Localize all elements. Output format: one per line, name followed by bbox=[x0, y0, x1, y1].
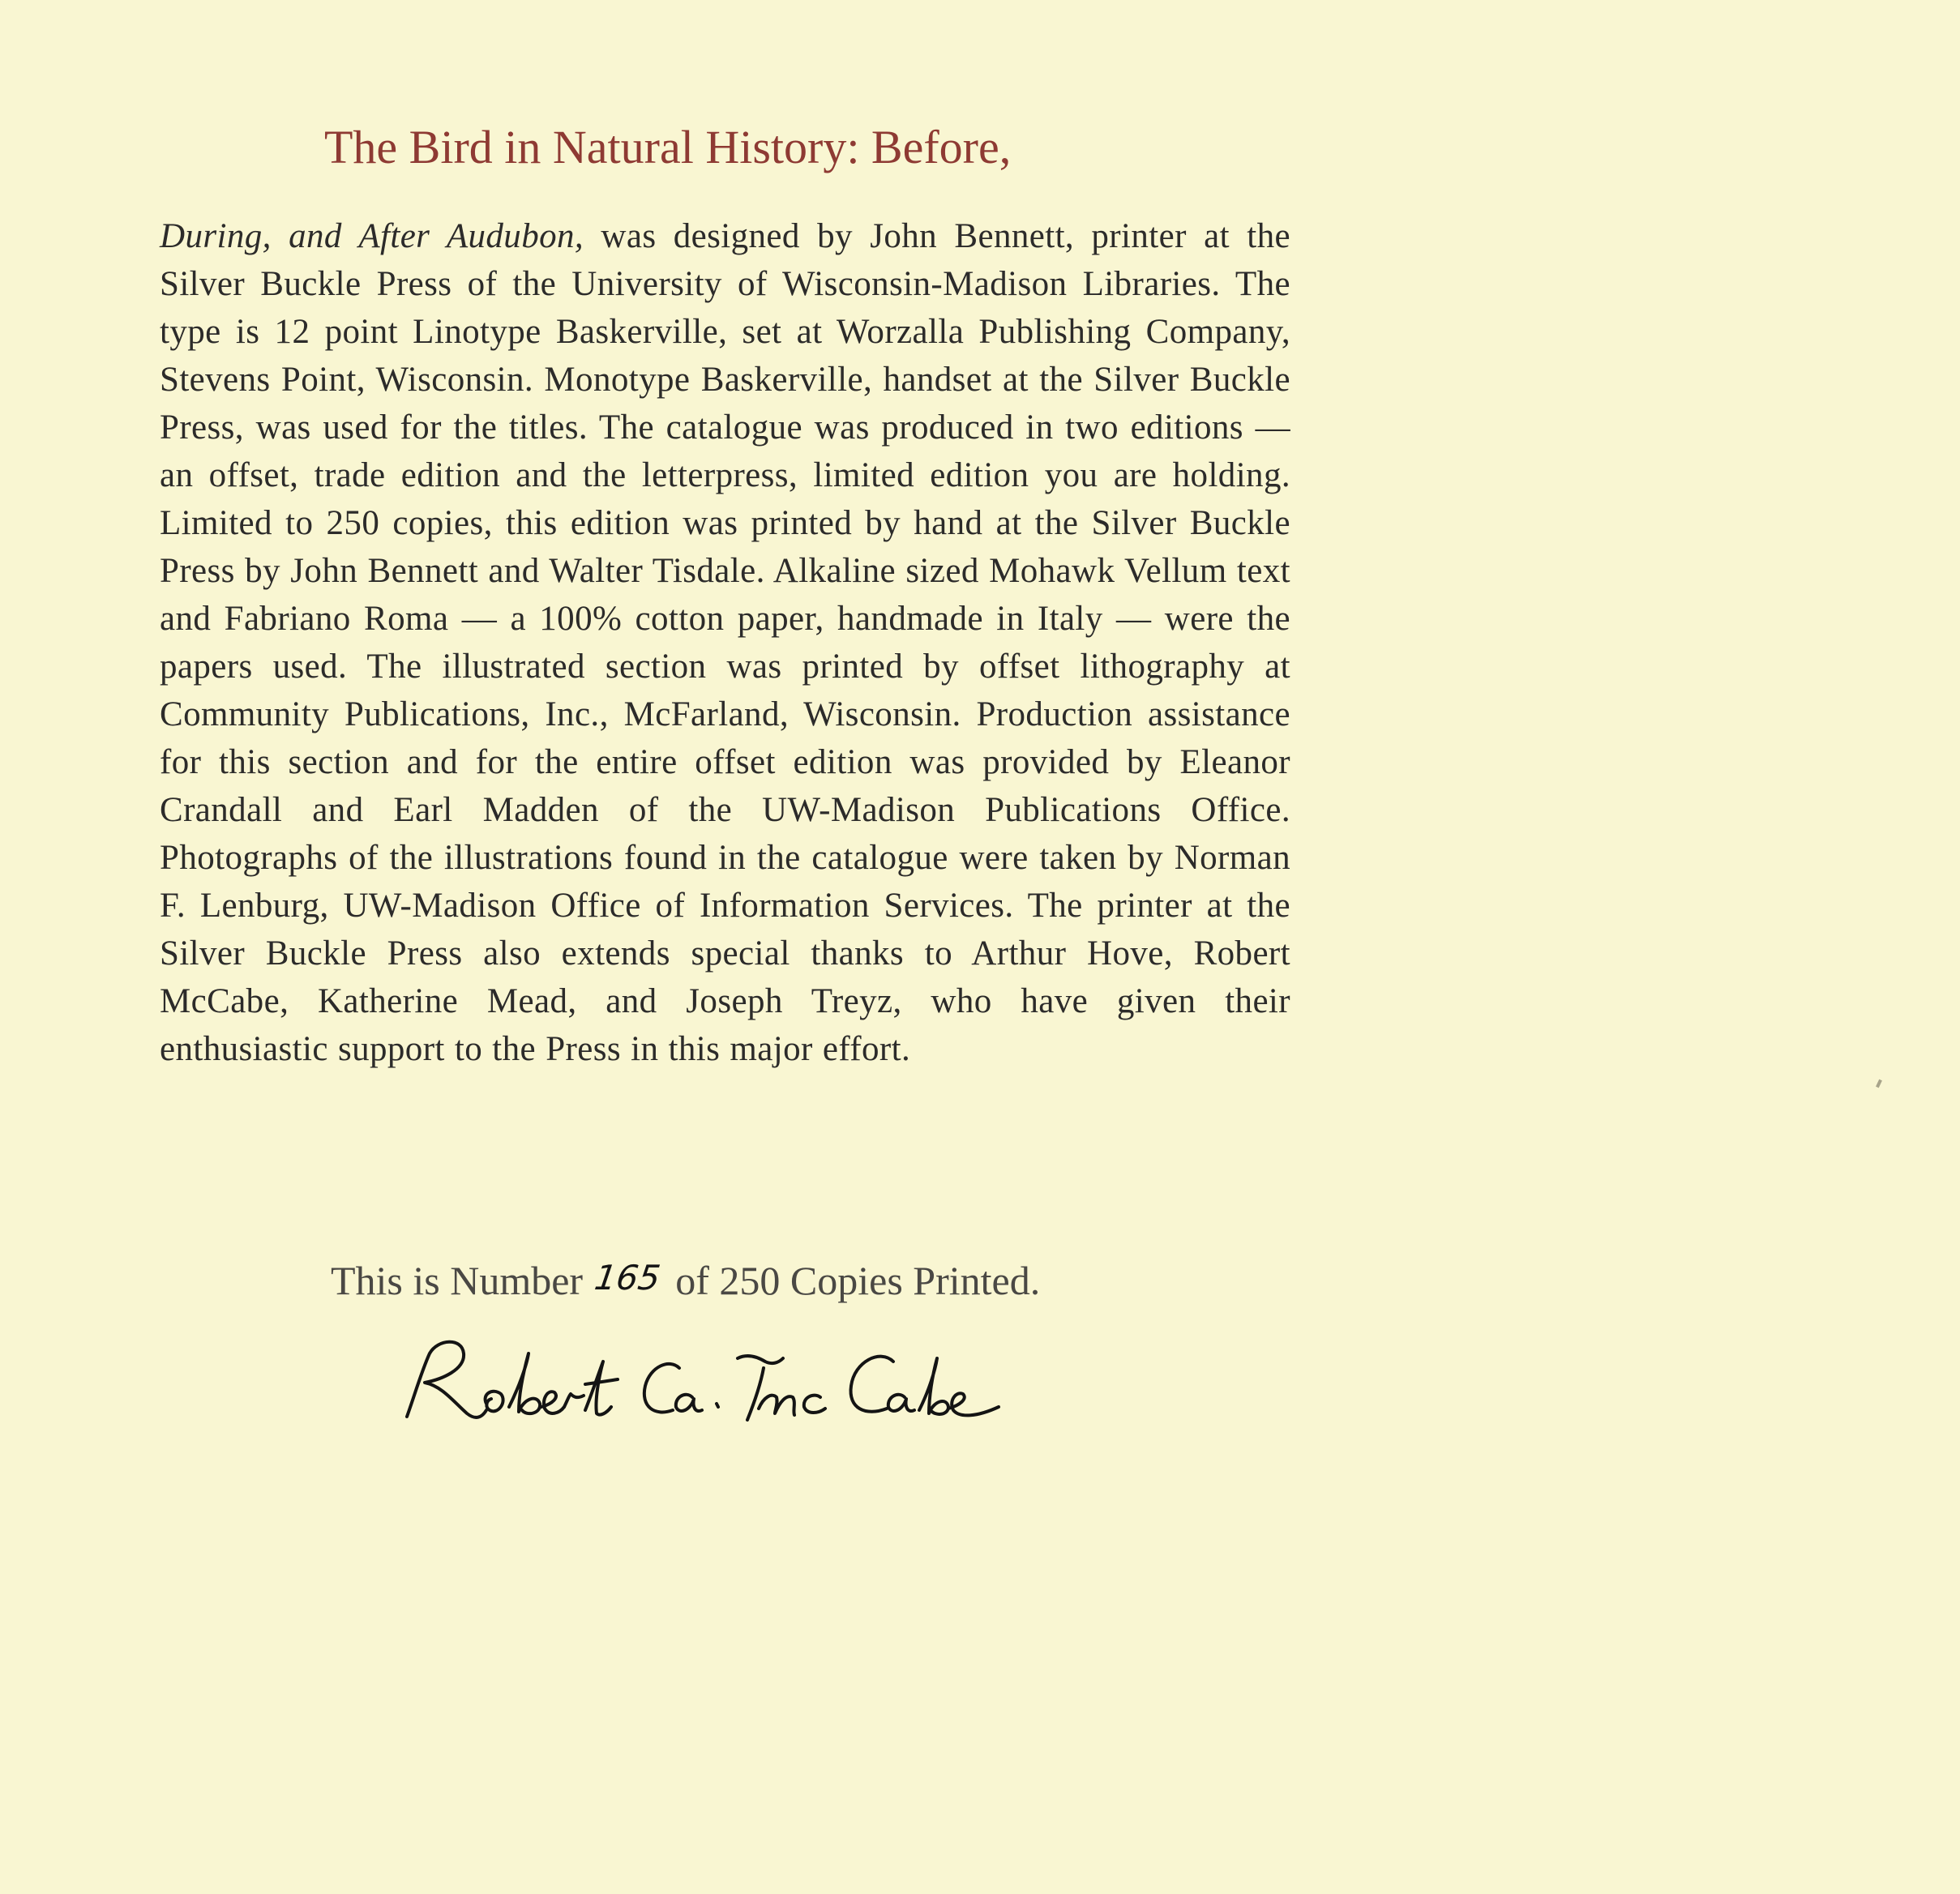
copy-prefix: This is Number bbox=[331, 1258, 584, 1303]
copy-suffix: of 250 Copies Printed. bbox=[675, 1258, 1041, 1303]
handwritten-copy-number: 165 bbox=[592, 1258, 663, 1298]
page-title: The Bird in Natural History: Before, bbox=[324, 121, 1012, 173]
paper-speck bbox=[1876, 1080, 1882, 1088]
colophon-paragraph bbox=[160, 212, 1290, 1073]
book-title-continuation: During, and After Audubon, bbox=[160, 217, 584, 255]
limitation-statement bbox=[331, 1248, 1222, 1315]
colophon-body: was designed by John Bennett, printer at the Silver Buckle Press of the University of Wisconsin-Madison Libraries. The type is 12 point Linotype Baskerville, set at Worzalla Publishing Company, Stevens Point, Wisconsin. Monotype Baskerville, handset at the Silver Buckle Press, was used for the titles. The catalogue was produced in two editions — an offset, trade edition and the letterpress, limited edition you are holding. Limited to 250 copies, this edition was printed by hand at the Silver Buckle Press by John Bennett and Walter Tisdale. Alkaline sized Mohawk Vellum text and Fabriano Roma — a 100% cotton paper, handmade in Italy — were the papers used. The illustrated section was printed by offset lithography at Community Publications, Inc., McFarland, Wisconsin. Production assistance for this section and for the entire offset edition was provided by Eleanor Crandall and Earl Madden of the UW-Madison Publications Office. Photographs of the illustrations found in the catalogue were taken by Norman F. Lenburg, UW-Madison Office of Information Services. The printer at the Silver Buckle Press also extends special thanks to Arthur Hove, Robert McCabe, Katherine Mead, and Joseph Treyz, who have given their enthusiastic support to the Press in this major effort. bbox=[160, 217, 1290, 1068]
signature-image bbox=[397, 1329, 1046, 1443]
